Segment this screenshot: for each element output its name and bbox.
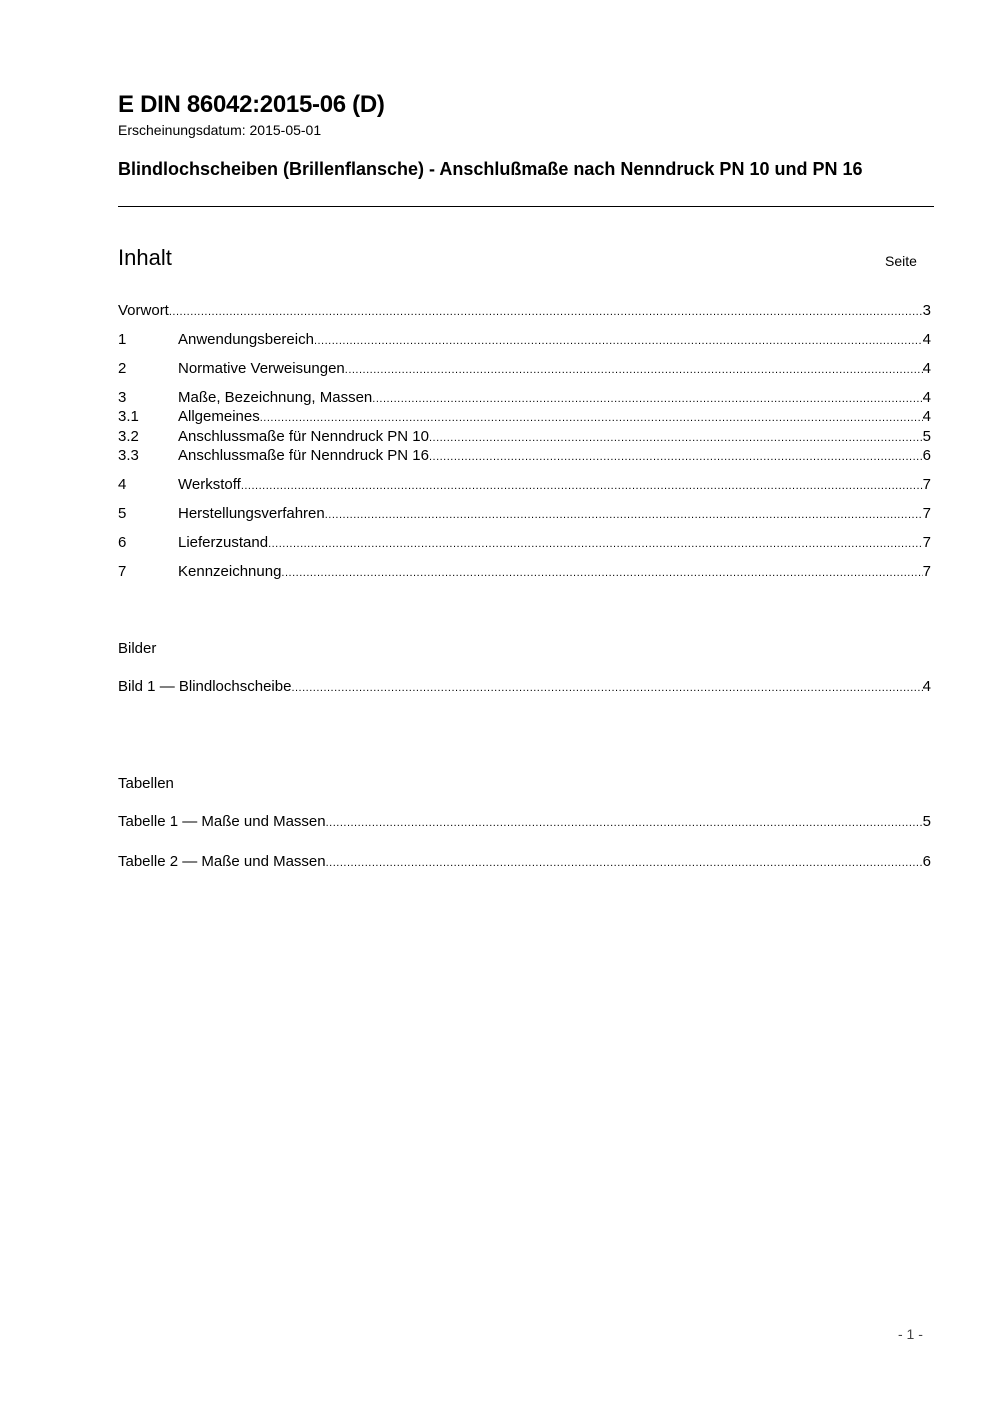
document-id: E DIN 86042:2015-06 (D): [118, 91, 385, 118]
toc-entry-3-3[interactable]: [118, 447, 931, 465]
toc-entry-page: 4: [922, 331, 931, 348]
toc-entry-label: Werkstoff: [178, 476, 241, 493]
toc-entry-label: Kennzeichnung: [178, 563, 282, 580]
toc-page-heading: Seite: [885, 253, 917, 269]
toc-leader-dots: [281, 564, 922, 582]
toc-entry-number: 3: [118, 389, 127, 406]
toc-entry-3-2[interactable]: [118, 428, 931, 446]
title-divider: [118, 206, 934, 207]
toc-entry-number: 3.2: [118, 428, 139, 445]
figure-entry-page: 4: [922, 678, 931, 695]
toc-entry-7[interactable]: [118, 563, 931, 581]
toc-entry-page: 6: [922, 447, 931, 464]
toc-leader-dots: [326, 814, 923, 832]
page-number: - 1 -: [898, 1326, 923, 1342]
toc-leader-dots: [314, 332, 923, 350]
toc-entry-number: 1: [118, 331, 127, 348]
toc-entry-6[interactable]: [118, 534, 931, 552]
table-entry-page: 6: [922, 853, 931, 870]
toc-entry-page: 7: [922, 563, 931, 580]
toc-entry-3-1[interactable]: [118, 408, 931, 426]
figures-heading: Bilder: [118, 640, 157, 657]
toc-leader-dots: [345, 361, 923, 379]
toc-leader-dots: [429, 429, 923, 447]
toc-entry-2[interactable]: [118, 360, 931, 378]
figure-entry-label: Bild 1 — Blindlochscheibe: [118, 678, 292, 695]
figure-entry[interactable]: [118, 678, 931, 696]
table-entry-label: Tabelle 1 — Maße und Massen: [118, 813, 326, 830]
table-entry-label: Tabelle 2 — Maße und Massen: [118, 853, 326, 870]
toc-entry-label: Anwendungsbereich: [178, 331, 314, 348]
tables-heading: Tabellen: [118, 775, 174, 792]
toc-leader-dots: [291, 679, 922, 697]
toc-entry-number: 6: [118, 534, 127, 551]
toc-entry-page: 5: [922, 428, 931, 445]
toc-entry-label: Anschlussmaße für Nenndruck PN 16: [178, 447, 429, 464]
toc-entry-vorwort[interactable]: [118, 302, 931, 320]
toc-leader-dots: [325, 506, 923, 524]
table-entry-page: 5: [922, 813, 931, 830]
toc-entry-label: Maße, Bezeichnung, Massen: [178, 389, 373, 406]
toc-entry-label: Lieferzustand: [178, 534, 269, 551]
toc-leader-dots: [241, 477, 923, 495]
publication-date: Erscheinungsdatum: 2015-05-01: [118, 122, 322, 138]
toc-entry-3[interactable]: [118, 389, 931, 407]
toc-heading: Inhalt: [118, 245, 172, 270]
toc-entry-page: 7: [922, 476, 931, 493]
toc-leader-dots: [429, 448, 923, 466]
toc-entry-label: Allgemeines: [178, 408, 260, 425]
toc-entry-1[interactable]: [118, 331, 931, 349]
toc-entry-page: 4: [922, 408, 931, 425]
toc-entry-number: 2: [118, 360, 127, 377]
toc-entry-label: Anschlussmaße für Nenndruck PN 10: [178, 428, 429, 445]
toc-entry-number: 7: [118, 563, 127, 580]
toc-entry-number: 5: [118, 505, 127, 522]
table-entry[interactable]: [118, 813, 931, 831]
toc-entry-page: 7: [922, 505, 931, 522]
toc-leader-dots: [372, 390, 922, 408]
toc-entry-label: Vorwort: [118, 302, 169, 319]
table-entry[interactable]: [118, 853, 931, 871]
toc-entry-label: Normative Verweisungen: [178, 360, 345, 377]
document-title: Blindlochscheiben (Brillenflansche) - Anschlußmaße nach Nenndruck PN 10 und PN 16: [118, 159, 863, 179]
toc-entry-label: Herstellungsverfahren: [178, 505, 325, 522]
toc-entry-number: 3.1: [118, 408, 139, 425]
toc-leader-dots: [260, 409, 923, 427]
toc-entry-5[interactable]: [118, 505, 931, 523]
toc-leader-dots: [169, 303, 923, 321]
toc-entry-number: 3.3: [118, 447, 139, 464]
toc-entry-4[interactable]: [118, 476, 931, 494]
toc-entry-page: 4: [922, 389, 931, 406]
toc-leader-dots: [268, 535, 923, 553]
toc-entry-number: 4: [118, 476, 127, 493]
toc-entry-page: 4: [922, 360, 931, 377]
toc-entry-page: 3: [922, 302, 931, 319]
toc-leader-dots: [326, 854, 923, 872]
toc-entry-page: 7: [922, 534, 931, 551]
